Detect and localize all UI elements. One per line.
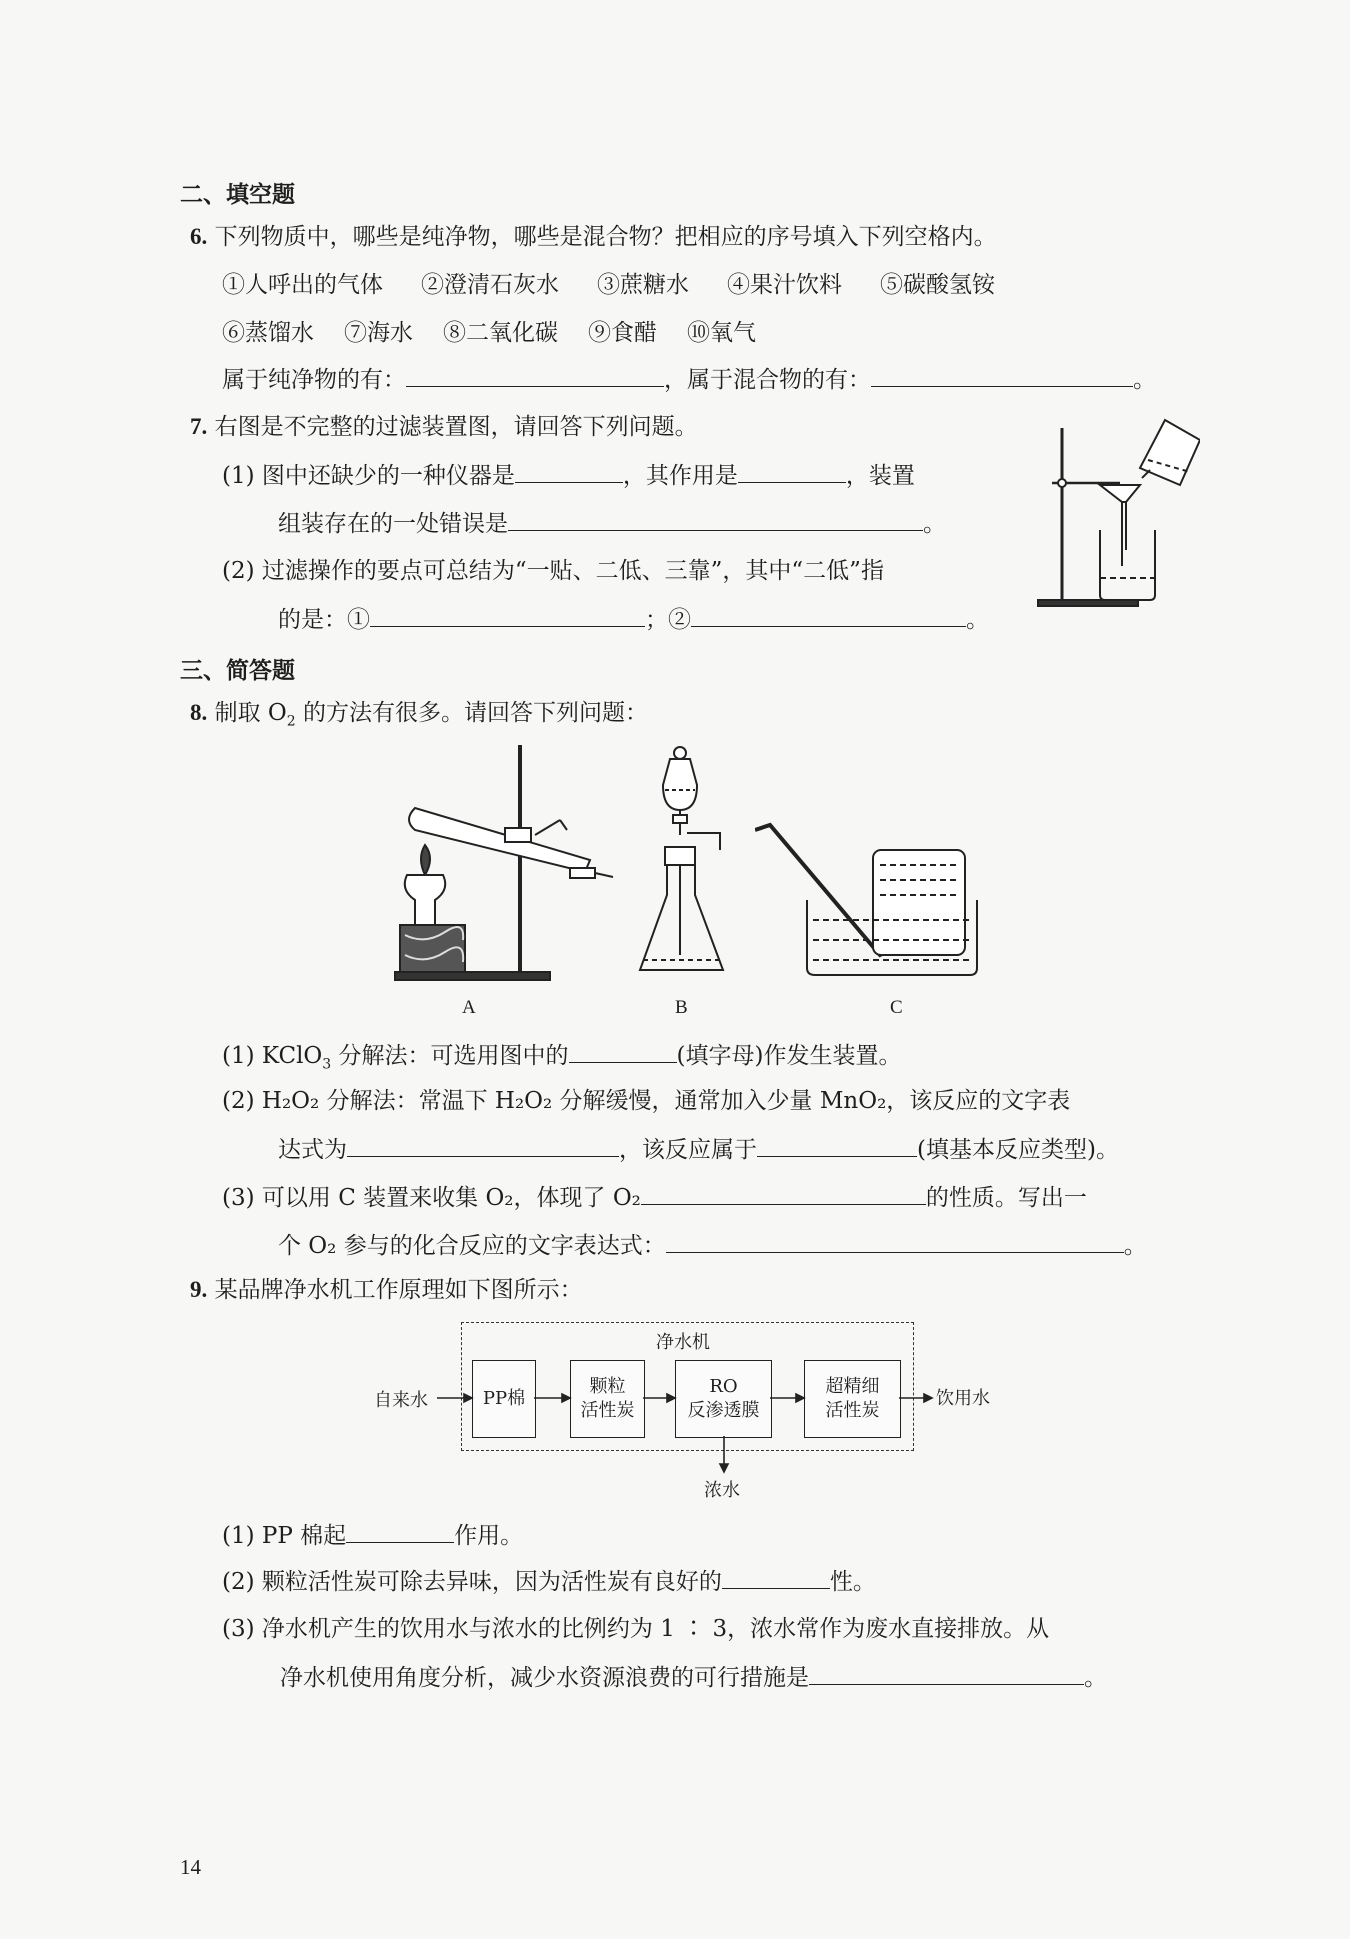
- q6-options-line1: [222, 270, 1172, 300]
- q7-part2-line1: [222, 556, 884, 586]
- stage-label: 反渗透膜: [687, 1400, 760, 1421]
- filtration-apparatus-figure: [1030, 410, 1200, 610]
- part-text: KClO: [261, 1043, 323, 1069]
- q7-part1-line1: [222, 460, 915, 491]
- q8-part2-line2: [278, 1134, 1119, 1165]
- part-text: (填字母)作发生装置。: [676, 1043, 902, 1069]
- part-text: 个 O₂ 参与的化合反应的文字表达式：: [278, 1233, 666, 1259]
- part-text: PP 棉起: [261, 1523, 347, 1549]
- question-number: 9.: [190, 1277, 208, 1302]
- stage-label: 活性炭: [825, 1400, 880, 1421]
- answer-label-pure: 属于纯净物的有：: [222, 367, 406, 393]
- part-text: 分解法：可选用图中的: [331, 1043, 569, 1069]
- purifier-flow-arrows: [430, 1380, 940, 1480]
- question-6-stem: [190, 222, 997, 252]
- q7-part2-line2: [278, 604, 989, 635]
- q8-part2-line1: [222, 1086, 1070, 1116]
- option-item: ⑨食醋: [588, 320, 657, 346]
- question-number: 6.: [190, 224, 208, 249]
- question-text: 下列物质中，哪些是纯净物，哪些是混合物？把相应的序号填入下列空格内。: [214, 224, 997, 250]
- stage-label: 活性炭: [580, 1400, 635, 1421]
- answer-blank-combination[interactable]: [666, 1230, 1124, 1253]
- stage-label: PP棉: [482, 1388, 526, 1409]
- waste-label: 浓水: [704, 1480, 740, 1501]
- figure-label-a: A: [462, 997, 476, 1018]
- apparatus-c-figure: [755, 820, 985, 980]
- section-title-fill-blank: 二、填空题: [180, 182, 295, 208]
- part-number: (1): [222, 463, 255, 489]
- part-text: 可以用 C 装置来收集 O₂，体现了 O₂: [261, 1185, 641, 1211]
- part-text: 净水机使用角度分析，减少水资源浪费的可行措施是: [280, 1665, 809, 1691]
- answer-label-mixture: ，属于混合物的有：: [664, 367, 871, 393]
- option-item: ④果汁饮料: [727, 272, 842, 298]
- part-number: (2): [222, 558, 255, 584]
- q7-part1-line2: [278, 508, 946, 539]
- answer-blank-low1[interactable]: [370, 604, 645, 627]
- option-item: ①人呼出的气体: [222, 272, 383, 298]
- question-9-stem: [190, 1275, 583, 1305]
- section-title-short-answer: 三、简答题: [180, 658, 295, 684]
- answer-blank-pure[interactable]: [406, 364, 664, 387]
- output-label: 饮用水: [936, 1388, 990, 1409]
- stage-label: 超精细: [825, 1376, 880, 1397]
- purifier-machine-label: 净水机: [656, 1332, 710, 1353]
- part-text: ，装置: [845, 463, 915, 489]
- question-text: 制取 O: [214, 700, 287, 726]
- question-text: 某品牌净水机工作原理如下图所示：: [214, 1277, 583, 1303]
- option-item: ⑦海水: [344, 320, 413, 346]
- option-item: ⑧二氧化碳: [443, 320, 558, 346]
- q8-part3-line1: [222, 1182, 1087, 1213]
- part-number: (3): [222, 1616, 255, 1642]
- apparatus-a-figure: [385, 740, 615, 985]
- answer-blank-function[interactable]: [738, 460, 846, 483]
- figure-label-c: C: [890, 997, 903, 1018]
- option-item: ⑥蒸馏水: [222, 320, 314, 346]
- q9-part3-line2: [280, 1662, 1107, 1693]
- part-text: H₂O₂ 分解法：常温下 H₂O₂ 分解缓慢，通常加入少量 MnO₂，该反应的文字表: [261, 1088, 1071, 1114]
- part-number: (2): [222, 1088, 255, 1114]
- part-number: (1): [222, 1523, 255, 1549]
- part-number: (3): [222, 1185, 255, 1211]
- figure-label-b: B: [675, 997, 688, 1018]
- answer-blank-expression[interactable]: [347, 1134, 619, 1157]
- question-text: 右图是不完整的过滤装置图，请回答下列问题。: [214, 414, 698, 440]
- part-text: 图中还缺少的一种仪器是: [261, 463, 515, 489]
- option-item: ⑩氧气: [687, 320, 756, 346]
- answer-blank-instrument[interactable]: [515, 460, 623, 483]
- period: 。: [1123, 1233, 1147, 1259]
- q9-part1: [222, 1520, 523, 1551]
- q9-part3-line1: [222, 1614, 1049, 1644]
- answer-blank-error[interactable]: [508, 508, 923, 531]
- part-text: 作用。: [454, 1523, 524, 1549]
- input-label: 自来水: [374, 1390, 428, 1411]
- period: 。: [1084, 1665, 1107, 1691]
- stage-label: RO: [709, 1376, 738, 1397]
- part-text: 过滤操作的要点可总结为“一贴、二低、三靠”，其中“二低”指: [261, 558, 884, 584]
- answer-blank-measure[interactable]: [809, 1662, 1084, 1685]
- period: 。: [1133, 367, 1156, 393]
- answer-blank-pp-role[interactable]: [346, 1520, 454, 1543]
- answer-blank-mixture[interactable]: [871, 364, 1133, 387]
- part-text: 净水机产生的饮用水与浓水的比例约为 1 ∶ 3，浓水常作为废水直接排放。从: [261, 1616, 1050, 1642]
- part-text: (填基本反应类型)。: [917, 1137, 1119, 1163]
- apparatus-b-figure: [635, 745, 755, 980]
- question-7-stem: [190, 412, 698, 442]
- stage-label: 颗粒: [589, 1376, 626, 1397]
- part-number: (2): [222, 1569, 255, 1595]
- q8-part1: [222, 1040, 901, 1080]
- answer-blank-device[interactable]: [569, 1040, 677, 1063]
- question-text: 的方法有很多。请回答下列问题：: [295, 700, 648, 726]
- part-text: 颗粒活性炭可除去异味，因为活性炭有良好的: [261, 1569, 722, 1595]
- subscript: 2: [286, 713, 296, 730]
- part-text: 性。: [829, 1569, 876, 1595]
- period: 。: [923, 511, 946, 537]
- option-item: ③蔗糖水: [597, 272, 689, 298]
- part-text: 的是：①: [278, 607, 370, 633]
- option-item: ⑤碳酸氢铵: [880, 272, 995, 298]
- answer-blank-adsorption[interactable]: [722, 1566, 830, 1589]
- part-text: ，该反应属于: [619, 1137, 757, 1163]
- option-item: ②澄清石灰水: [421, 272, 559, 298]
- q8-part3-line2: [278, 1230, 1147, 1261]
- part-text: 达式为: [278, 1137, 347, 1163]
- part-text: 的性质。写出一: [925, 1185, 1087, 1211]
- q6-options-line2: [222, 318, 756, 348]
- page-number: 14: [180, 1855, 201, 1879]
- question-number: 7.: [190, 414, 208, 439]
- question-number: 8.: [190, 700, 208, 725]
- part-text: ，其作用是: [622, 463, 738, 489]
- period: 。: [966, 607, 989, 633]
- question-8-stem: [190, 698, 648, 737]
- answer-blank-property[interactable]: [641, 1182, 926, 1205]
- part-number: (1): [222, 1043, 255, 1069]
- answer-blank-low2[interactable]: [691, 604, 966, 627]
- part-text: 组装存在的一处错误是: [278, 511, 508, 537]
- answer-blank-reaction-type[interactable]: [757, 1134, 917, 1157]
- subscript: 3: [322, 1056, 332, 1073]
- q9-part2: [222, 1566, 876, 1597]
- part-text: ；②: [645, 607, 691, 633]
- q6-answer-line: [222, 364, 1156, 395]
